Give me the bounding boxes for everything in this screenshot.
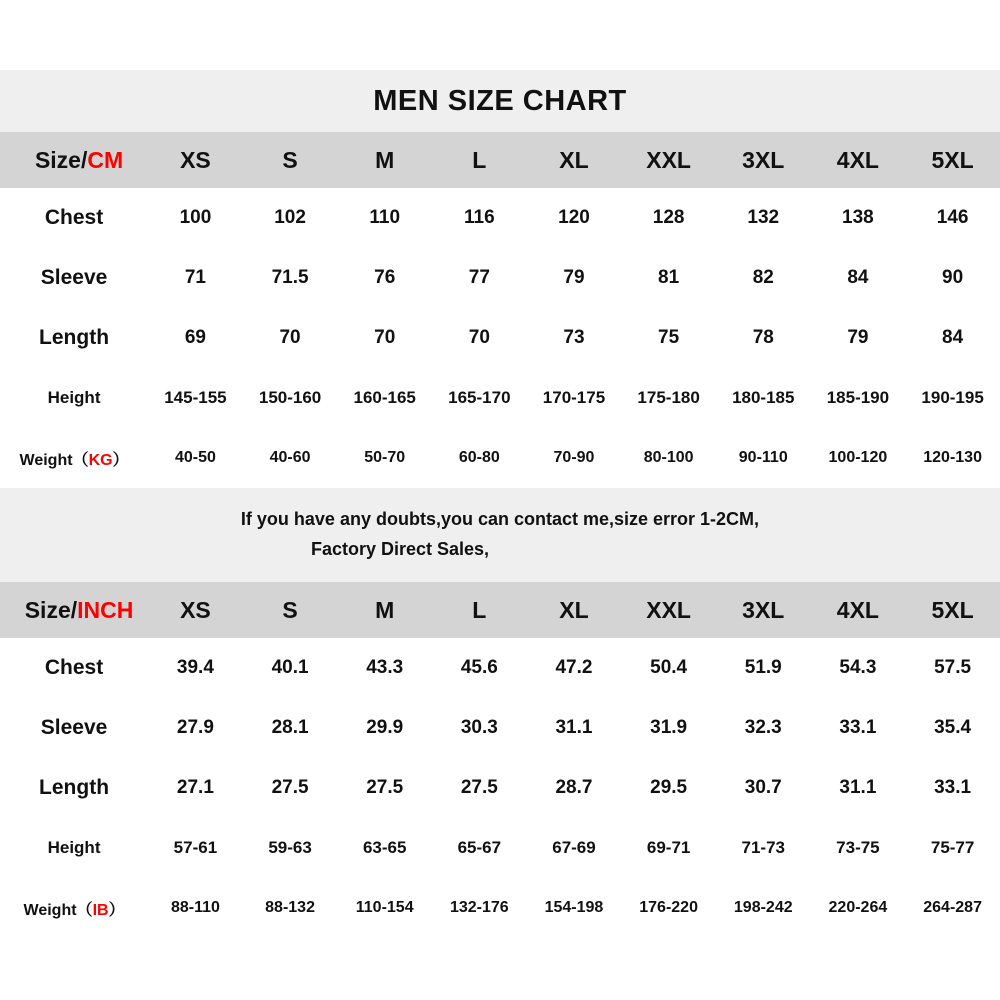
cm-row-label-height: Height bbox=[47, 388, 101, 407]
inch-col-xs: XS bbox=[180, 596, 211, 623]
cm-row-label-sleeve: Sleeve bbox=[40, 266, 108, 289]
cell: 54.3 bbox=[839, 657, 877, 678]
inch-col-xxl: XXL bbox=[646, 596, 691, 623]
cell: 88-110 bbox=[170, 899, 220, 916]
cell: 165-170 bbox=[448, 388, 511, 407]
cm-col-3xl: 3XL bbox=[742, 146, 785, 173]
cell: 33.1 bbox=[839, 717, 877, 738]
cell: 29.5 bbox=[650, 777, 688, 798]
cell: 90-110 bbox=[738, 449, 788, 466]
inch-unit-value: INCH bbox=[77, 596, 134, 623]
cell: 65-67 bbox=[457, 838, 502, 857]
inch-col-5xl: 5XL bbox=[931, 596, 974, 623]
cell: 70 bbox=[468, 327, 490, 348]
inch-size-table bbox=[0, 582, 1000, 938]
cell: 81 bbox=[658, 267, 680, 288]
table-row bbox=[0, 368, 1000, 428]
inch-col-l: L bbox=[472, 596, 487, 623]
cell: 160-165 bbox=[353, 388, 416, 407]
inch-col-xl: XL bbox=[559, 596, 589, 623]
cell: 110-154 bbox=[355, 899, 414, 916]
table-row bbox=[0, 758, 1000, 818]
table-row bbox=[0, 878, 1000, 938]
cell: 77 bbox=[468, 267, 490, 288]
cell: 40.1 bbox=[271, 657, 309, 678]
cm-col-5xl: 5XL bbox=[931, 146, 974, 173]
cell: 50-70 bbox=[364, 449, 406, 466]
cell: 31.9 bbox=[650, 717, 688, 738]
cell: 75 bbox=[658, 327, 680, 348]
cell: 120-130 bbox=[923, 449, 982, 466]
inch-unit-label bbox=[0, 582, 148, 638]
cell: 198-242 bbox=[733, 899, 793, 916]
cell: 27.9 bbox=[176, 717, 214, 738]
cell: 71.5 bbox=[271, 267, 309, 288]
cell: 28.7 bbox=[555, 777, 593, 798]
bottom-spacer bbox=[0, 938, 1000, 1000]
cm-row-label-weight bbox=[0, 428, 148, 488]
cell: 100 bbox=[179, 207, 212, 228]
inch-row-label-weight bbox=[0, 878, 148, 938]
cell: 40-50 bbox=[174, 449, 216, 466]
note-line-2: Factory Direct Sales, bbox=[310, 539, 490, 559]
cell: 75-77 bbox=[930, 838, 975, 857]
cell: 175-180 bbox=[637, 388, 700, 407]
weight-kg-unit: KG bbox=[88, 451, 113, 469]
cm-col-xxl: XXL bbox=[646, 146, 691, 173]
cell: 154-198 bbox=[544, 899, 604, 916]
cell: 84 bbox=[847, 267, 869, 288]
table-row bbox=[0, 698, 1000, 758]
note-line-1: If you have any doubts,you can contact me,size error 1-2CM, bbox=[240, 509, 760, 529]
cell: 70 bbox=[279, 327, 301, 348]
top-spacer bbox=[0, 0, 1000, 70]
cell: 80-100 bbox=[643, 449, 694, 466]
table-row bbox=[0, 188, 1000, 248]
title-band bbox=[0, 70, 1000, 132]
inch-row-label-sleeve: Sleeve bbox=[40, 716, 108, 739]
cell: 71-73 bbox=[741, 838, 785, 857]
cell: 57.5 bbox=[934, 657, 972, 678]
cell: 82 bbox=[752, 267, 774, 288]
cell: 40-60 bbox=[269, 449, 311, 466]
cell: 50.4 bbox=[650, 657, 688, 678]
cell: 47.2 bbox=[555, 657, 593, 678]
cm-unit-prefix: Size/ bbox=[34, 146, 88, 173]
cell: 60-80 bbox=[458, 449, 500, 466]
weight-ib-suffix: ） bbox=[108, 901, 125, 919]
cell: 84 bbox=[942, 327, 964, 348]
cell: 57-61 bbox=[173, 838, 218, 857]
weight-ib-prefix: Weight（ bbox=[23, 901, 93, 919]
cell: 30.7 bbox=[744, 777, 782, 798]
cell: 39.4 bbox=[176, 657, 214, 678]
cell: 69-71 bbox=[646, 838, 691, 857]
cell: 70-90 bbox=[553, 449, 595, 466]
cell: 146 bbox=[936, 207, 969, 228]
cell: 27.1 bbox=[176, 777, 214, 798]
cell: 30.3 bbox=[460, 717, 498, 738]
cell: 264-287 bbox=[923, 899, 982, 916]
cell: 176-220 bbox=[639, 899, 698, 916]
cell: 116 bbox=[464, 207, 495, 228]
weight-ib-unit: IB bbox=[92, 901, 109, 919]
cell: 70 bbox=[374, 327, 396, 348]
cell: 76 bbox=[374, 267, 396, 288]
cm-size-table bbox=[0, 132, 1000, 488]
cm-col-xs: XS bbox=[180, 146, 211, 173]
cell: 29.9 bbox=[366, 717, 404, 738]
cell: 51.9 bbox=[744, 657, 782, 678]
cell: 120 bbox=[558, 207, 590, 228]
inch-row-label-length: Length bbox=[39, 776, 110, 799]
cell: 27.5 bbox=[271, 777, 309, 798]
cell: 69 bbox=[184, 327, 206, 348]
cell: 31.1 bbox=[555, 717, 593, 738]
cell: 67-69 bbox=[552, 838, 596, 857]
cm-row-label-chest: Chest bbox=[44, 206, 104, 229]
cell: 27.5 bbox=[460, 777, 498, 798]
inch-header-row bbox=[0, 582, 1000, 638]
cell: 45.6 bbox=[460, 657, 498, 678]
cell: 190-195 bbox=[921, 388, 984, 407]
note-band bbox=[0, 488, 1000, 582]
cell: 73-75 bbox=[836, 838, 880, 857]
cell: 132-176 bbox=[449, 899, 509, 916]
cell: 170-175 bbox=[542, 388, 606, 407]
inch-row-label-chest: Chest bbox=[44, 656, 104, 679]
inch-row-label-height: Height bbox=[47, 838, 101, 857]
cell: 35.4 bbox=[934, 717, 972, 738]
table-row bbox=[0, 638, 1000, 698]
cell: 185-190 bbox=[826, 388, 890, 407]
cm-col-s: S bbox=[282, 146, 298, 173]
cell: 71 bbox=[184, 267, 206, 288]
table-row bbox=[0, 428, 1000, 488]
cell: 132 bbox=[747, 207, 780, 228]
cm-header-row bbox=[0, 132, 1000, 188]
table-row bbox=[0, 308, 1000, 368]
cell: 150-160 bbox=[258, 388, 322, 407]
page-title: MEN SIZE CHART bbox=[373, 84, 627, 117]
cm-unit-value: CM bbox=[87, 146, 124, 173]
table-row bbox=[0, 818, 1000, 878]
cell: 110 bbox=[369, 207, 401, 228]
cell: 180-185 bbox=[732, 388, 795, 407]
cell: 138 bbox=[842, 207, 874, 228]
cm-col-xl: XL bbox=[559, 146, 589, 173]
cell: 32.3 bbox=[744, 717, 782, 738]
cell: 220-264 bbox=[828, 899, 888, 916]
cell: 31.1 bbox=[839, 777, 877, 798]
cm-row-label-length: Length bbox=[39, 326, 110, 349]
cell: 43.3 bbox=[366, 657, 404, 678]
cell: 100-120 bbox=[828, 449, 888, 466]
weight-kg-suffix: ） bbox=[112, 451, 129, 469]
cell: 27.5 bbox=[366, 777, 404, 798]
cm-col-l: L bbox=[472, 146, 487, 173]
cell: 90 bbox=[942, 267, 964, 288]
cell: 128 bbox=[652, 207, 685, 228]
cell: 145-155 bbox=[164, 388, 227, 407]
cell: 28.1 bbox=[271, 717, 309, 738]
inch-col-3xl: 3XL bbox=[742, 596, 785, 623]
weight-kg-prefix: Weight（ bbox=[19, 451, 89, 469]
inch-col-m: M bbox=[375, 596, 395, 623]
inch-unit-prefix: Size/ bbox=[24, 596, 78, 623]
cell: 73 bbox=[563, 327, 585, 348]
cell: 33.1 bbox=[934, 777, 972, 798]
cell: 102 bbox=[274, 207, 306, 228]
cell: 79 bbox=[563, 267, 585, 288]
cell: 79 bbox=[847, 327, 869, 348]
cell: 88-132 bbox=[265, 899, 315, 916]
cell: 63-65 bbox=[362, 838, 407, 857]
cm-unit-label bbox=[0, 132, 148, 188]
inch-col-s: S bbox=[282, 596, 298, 623]
inch-col-4xl: 4XL bbox=[836, 596, 879, 623]
cm-col-m: M bbox=[375, 146, 395, 173]
cm-col-4xl: 4XL bbox=[836, 146, 879, 173]
table-row bbox=[0, 248, 1000, 308]
cell: 78 bbox=[752, 327, 774, 348]
cell: 59-63 bbox=[268, 838, 312, 857]
